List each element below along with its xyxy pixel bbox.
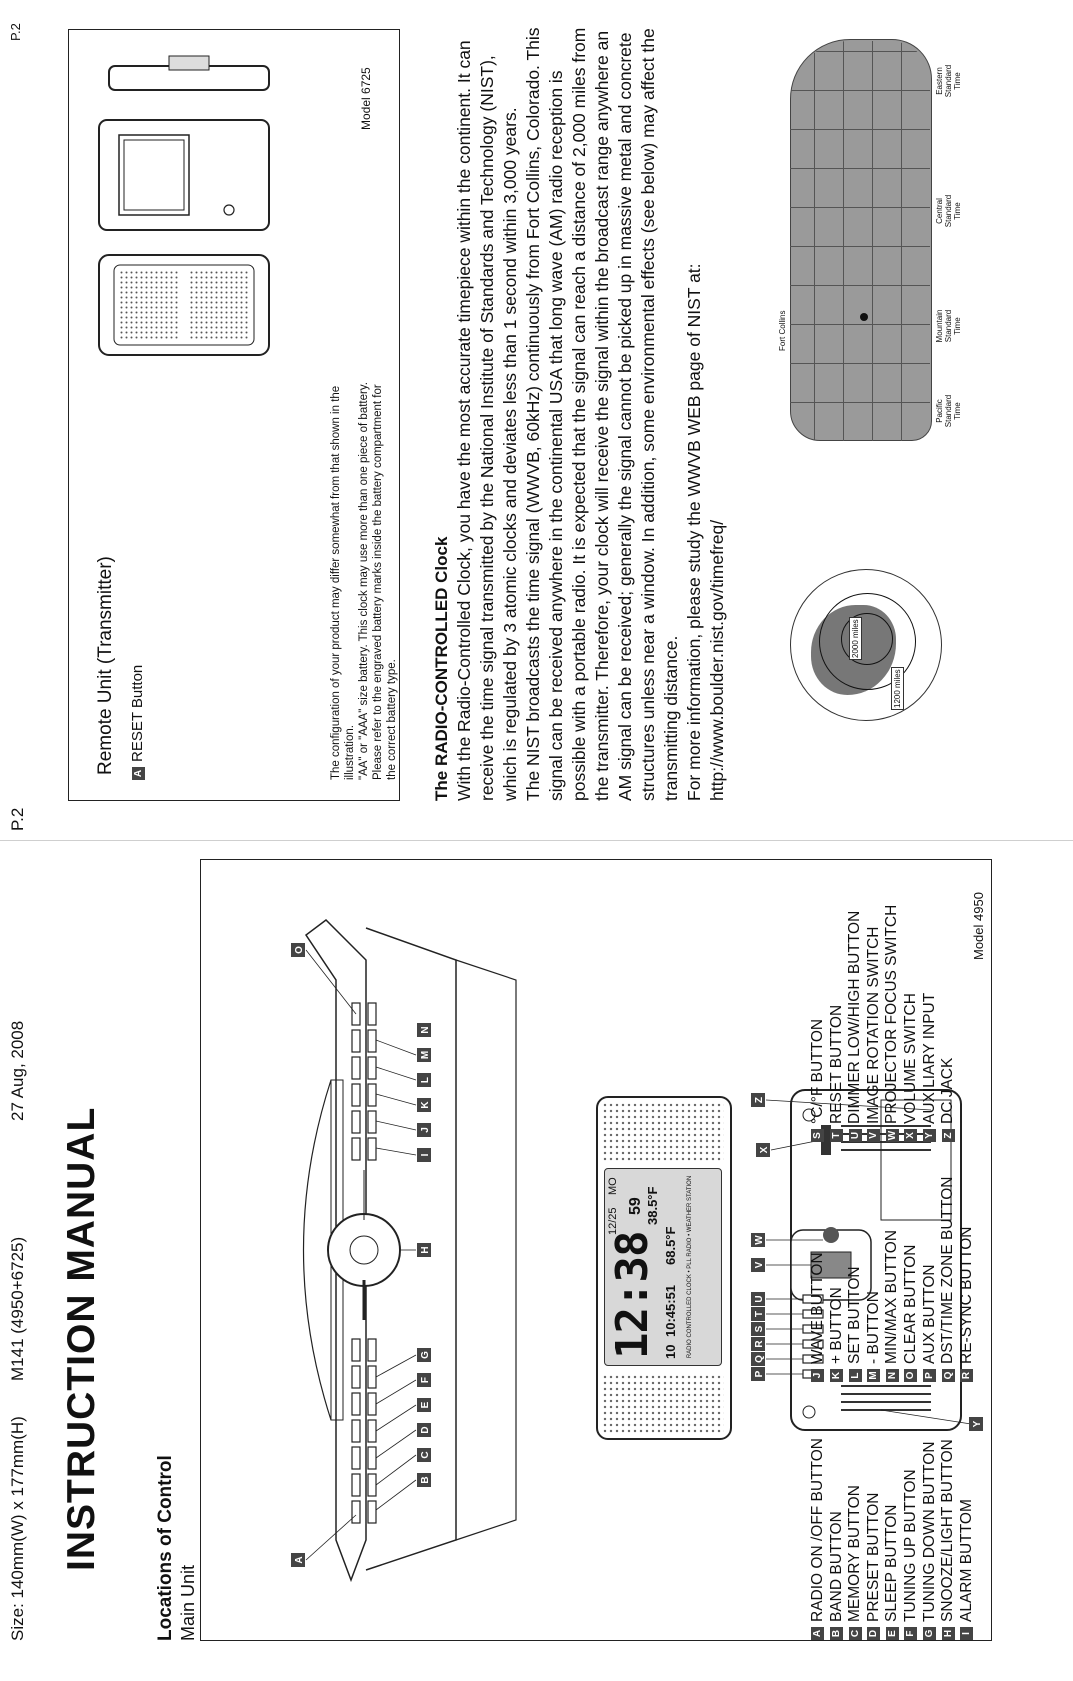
main-unit-subheading: Main Unit: [178, 1564, 198, 1641]
front-view: [596, 1096, 732, 1440]
callout-f-text: F: [420, 1376, 431, 1384]
callout-m-text: M: [420, 1050, 431, 1060]
control-label: PROJECTOR FOCUS SWITCH: [883, 904, 901, 1124]
control-item-l: [846, 1142, 865, 1382]
control-label: SET BUTTON: [846, 1266, 864, 1364]
callout-l-text: L: [420, 1076, 431, 1084]
control-item-g: [921, 1440, 940, 1640]
manual-title: INSTRUCTION MANUAL: [60, 1106, 103, 1571]
control-item-h: [939, 1440, 958, 1640]
control-label: RE-SYNC BUTTON: [957, 1226, 975, 1364]
control-item-i: [958, 1440, 977, 1640]
control-label: IMAGE ROTATION SWITCH: [864, 926, 882, 1124]
control-item-u: [846, 872, 865, 1142]
control-key-badge: Q: [942, 1369, 955, 1382]
reset-button-text: RESET Button: [129, 664, 146, 762]
control-key-badge: K: [830, 1369, 843, 1382]
remote-model-text: Model 6725: [359, 67, 373, 130]
control-label: VOLUME SWITCH: [901, 993, 919, 1124]
control-item-v: [865, 872, 884, 1142]
control-key-badge: J: [811, 1369, 824, 1382]
page-number-right: P.2: [8, 23, 23, 41]
control-label: - BUTTON: [864, 1291, 882, 1364]
control-item-e: [883, 1440, 902, 1640]
control-item-k: [828, 1142, 847, 1382]
control-key-badge: V: [867, 1129, 880, 1142]
callout-g-text: G: [420, 1351, 431, 1359]
callout-c-text: C: [420, 1451, 431, 1459]
control-item-r: [958, 1142, 977, 1382]
callout-n-text: N: [420, 1026, 431, 1034]
reset-key-badge: A: [132, 767, 145, 780]
callout-s-text: S: [754, 1325, 765, 1333]
control-item-p: [921, 1142, 940, 1382]
control-item-t: [828, 872, 847, 1142]
lcd-date: 12/25: [607, 1207, 619, 1235]
rc-paragraph-3: For more information, please study the WWVB WEB page of NIST at:: [684, 263, 704, 801]
control-key-badge: U: [849, 1129, 862, 1142]
control-key-badge: L: [849, 1369, 862, 1382]
us-map-illustration: [780, 31, 980, 451]
control-key-badge: N: [886, 1369, 899, 1382]
page-number-left: P.2: [8, 807, 27, 831]
control-item-o: [902, 1142, 921, 1382]
control-key-badge: P: [923, 1369, 936, 1382]
lcd-seconds: 59: [627, 1197, 644, 1215]
control-key-badge: Y: [923, 1129, 936, 1142]
control-key-badge: S: [811, 1129, 824, 1142]
control-key-badge: O: [904, 1369, 917, 1382]
control-label: ALARM BUTTOM: [957, 1499, 975, 1622]
control-item-q: [939, 1142, 958, 1382]
control-label: BAND BUTTON: [827, 1511, 845, 1622]
globe-label-2000: 2000 miles: [851, 619, 860, 658]
control-label: DIMMER LOW/HIGH BUTTON: [846, 910, 864, 1124]
speaker-grille-right: [602, 1102, 724, 1162]
controls-list-col3: [809, 872, 958, 1142]
control-item-s: [809, 872, 828, 1142]
callout-d-text: D: [420, 1426, 431, 1434]
note-box: [329, 375, 399, 780]
controls-list-col2: [809, 1142, 976, 1382]
central-zone-label: Central Standard Time: [935, 194, 962, 228]
rc-url: http://www.boulder.nist.gov/timefreq/: [707, 519, 727, 801]
control-item-j: [809, 1142, 828, 1382]
main-unit-frame: [200, 859, 992, 1641]
control-label: MIN/MAX BUTTON: [883, 1229, 901, 1364]
control-item-y: [921, 872, 940, 1142]
callout-u-text: U: [754, 1295, 765, 1303]
lcd-month-day: 10: [663, 1344, 678, 1359]
control-key-badge: G: [923, 1627, 936, 1640]
remote-unit-heading: Remote Unit (Transmitter): [95, 556, 116, 775]
eastern-zone-label: Eastern Standard Time: [935, 64, 962, 98]
control-item-c: [846, 1440, 865, 1640]
callout-e-text: E: [420, 1401, 431, 1409]
callout-y-text: Y: [972, 1420, 983, 1428]
control-item-a: [809, 1440, 828, 1640]
control-item-m: [865, 1142, 884, 1382]
callout-a-text: A: [294, 1556, 305, 1564]
control-key-badge: W: [886, 1130, 898, 1141]
size-text: Size: 140mm(W) x 177mm(H): [8, 1416, 27, 1641]
lcd-outdoor-temp: 38.5°F: [645, 1186, 660, 1225]
speaker-grille-left: [602, 1374, 724, 1434]
callout-z-text: Z: [754, 1096, 765, 1104]
callout-q-text: Q: [754, 1355, 765, 1363]
control-item-f: [902, 1440, 921, 1640]
control-key-badge: I: [960, 1627, 973, 1640]
lcd-time: 12:38: [607, 1231, 658, 1359]
callout-w-text: W: [754, 1235, 765, 1245]
callout-h-text: H: [420, 1246, 431, 1254]
callout-x-text: X: [759, 1146, 770, 1154]
control-label: SLEEP BUTTON: [883, 1504, 901, 1622]
model-code: M141 (4950+6725): [8, 1236, 27, 1381]
callout-b-text: B: [420, 1476, 431, 1484]
reset-button-label: [129, 665, 146, 780]
callout-t-text: T: [754, 1310, 765, 1318]
lcd-second-time: 10:45:51: [663, 1284, 678, 1337]
control-label: DST/TIME ZONE BUTTON: [939, 1176, 957, 1364]
control-key-badge: T: [830, 1129, 843, 1142]
callout-v-text: V: [754, 1261, 765, 1269]
control-key-badge: E: [886, 1627, 899, 1640]
lcd-indoor-temp: 68.5°F: [663, 1226, 678, 1265]
control-label: TUNING UP BUTTON: [901, 1469, 919, 1622]
control-label: RESET BUTTON: [827, 1004, 845, 1124]
control-label: °C/°F BUTTON: [809, 1018, 826, 1124]
remote-unit-frame: [68, 29, 400, 801]
control-label: PRESET BUTTON: [864, 1492, 882, 1622]
control-label: WAVE BUTTON: [809, 1252, 826, 1364]
control-key-badge: R: [960, 1369, 973, 1382]
control-key-badge: A: [811, 1627, 824, 1640]
mountain-zone-label: Mountain Standard Time: [935, 309, 962, 343]
remote-unit-illustration: [79, 40, 389, 360]
control-key-badge: X: [904, 1129, 917, 1142]
control-key-badge: Z: [942, 1129, 955, 1142]
radio-controlled-section: [430, 21, 729, 801]
callout-o-text: O: [294, 946, 305, 954]
controls-list-col1: [809, 1440, 976, 1640]
callout-k-text: K: [420, 1101, 431, 1109]
control-item-b: [828, 1440, 847, 1640]
control-key-badge: C: [849, 1627, 862, 1640]
main-model-label: Model 4950: [971, 892, 986, 960]
control-label: AUX BUTTON: [920, 1264, 938, 1364]
control-item-w: [883, 872, 902, 1142]
lcd-display: [604, 1168, 722, 1366]
control-label: TUNING DOWN BUTTON: [920, 1441, 938, 1622]
page-divider: [0, 840, 1073, 841]
control-item-z: [939, 872, 958, 1142]
control-key-badge: H: [942, 1627, 955, 1640]
control-item-d: [865, 1440, 884, 1640]
control-label: CLEAR BUTTON: [901, 1244, 919, 1364]
control-key-badge: F: [904, 1627, 917, 1640]
top-view-illustration: [216, 900, 596, 1600]
globe-label-1200: 1200 miles: [893, 669, 902, 708]
control-key-badge: M: [867, 1369, 880, 1382]
note-line-1: The configuration of your product may differ somewhat from that shown in the illustration.: [330, 385, 356, 780]
callout-p-text: P: [754, 1370, 765, 1378]
control-key-badge: D: [867, 1627, 880, 1640]
state-grid: [790, 41, 930, 441]
fort-collins-marker: [860, 313, 868, 321]
rc-heading: The RADIO-CONTROLLED Clock: [432, 536, 451, 801]
lcd-banner: RADIO CONTROLLED CLOCK • PLL RADIO • WEATHER STATION: [687, 1175, 693, 1359]
rc-paragraph-1: With the Radio-Controlled Clock, you have the most accurate timepiece within the continent. It can receive the time signal transmitted by the National Institute of Standards and Technology (NIST), which is regulated by 3 atomic clocks and deviates less than 1 second within 3,000 years.: [454, 40, 520, 801]
callout-j-text: J: [420, 1127, 431, 1133]
section-heading: Locations of Control: [155, 1455, 176, 1641]
fort-collins-label: Fort Collins: [778, 310, 787, 351]
pacific-zone-label: Pacific Standard Time: [935, 394, 962, 428]
control-item-n: [883, 1142, 902, 1382]
callout-i-text: I: [420, 1153, 431, 1157]
lcd-day: MO: [607, 1177, 619, 1195]
control-label: SNOOZE/LIGHT BUTTON: [939, 1439, 957, 1622]
rc-paragraph-2: The NIST broadcasts the time signal (WWVB, 60kHz) continuously from Fort Collins, Colorado. This signal can be received anywhere in the continental USA that long wave (AM) radio reception is possible with a portable radio. It is expected that the signal can reach a distance of 2,000 miles from the transmitter. Therefore, your clock will receive the signal within the broadcast range anywhere an AM signal can be received; generally the signal cannot be picked up in massive metal and concrete structures unless near a window. In addition, some environmental effects (see below) may affect the transmitting distance.: [523, 27, 681, 801]
control-key-badge: B: [830, 1627, 843, 1640]
control-label: DC JACK: [939, 1057, 957, 1124]
callout-r-text: R: [754, 1340, 765, 1348]
note-line-2: "AA" or "AAA" size battery. This clock may use more than one piece of battery. Please refer to the engraved battery marks inside the battery compartment for the correct battery type.: [358, 382, 398, 780]
control-label: MEMORY BUTTON: [846, 1485, 864, 1622]
control-label: + BUTTON: [827, 1287, 845, 1364]
control-label: RADIO ON /OFF BUTTON: [809, 1438, 826, 1622]
globe-illustration: [790, 569, 942, 721]
control-item-x: [902, 872, 921, 1142]
date-text: 27 Aug, 2008: [8, 1020, 27, 1121]
control-label: AUXILIARY INPUT: [920, 992, 938, 1124]
